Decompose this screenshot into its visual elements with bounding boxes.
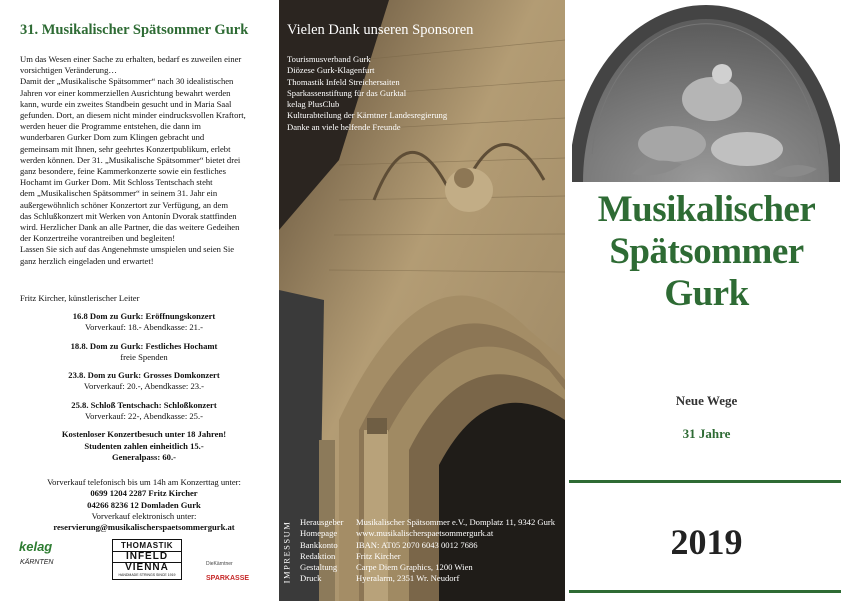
intro-line: Damit der „Musikalische Spätsommer“ nach 30 idealistischen [20, 76, 234, 87]
free-entry-line: Generalpass: 60.- [112, 451, 176, 462]
thomastik-logo [112, 539, 182, 580]
impressum-row [300, 517, 555, 528]
impressum-row [300, 540, 555, 551]
sponsor-item: Sparkassenstiftung für das Gurktal [287, 87, 407, 98]
impressum-key: Bankkonto [300, 539, 338, 550]
contact-info [10, 477, 278, 533]
kelag-logo: kelag [19, 539, 53, 554]
contact-phone-2: 04266 8236 12 Domladen Gurk [87, 499, 201, 510]
thomastik-logo-line: HANDMADE STRINGS SINCE 1919 [118, 573, 176, 577]
impressum-value[interactable]: www.musikalischerspaetsommergurk.at [356, 528, 494, 539]
free-entry-note [10, 429, 278, 463]
intro-line: außergewöhnlich schöner Konzertort zur Verfügung, an dem [20, 199, 229, 210]
contact-phone-label: Vorverkauf telefonisch bis um 14h am Konzerttag unter: [47, 477, 241, 487]
sponsor-item: Danke an viele helfende Freunde [287, 121, 401, 132]
event-title: 16.8 Dom zu Gurk: Eröffnungskonzert [72, 311, 216, 321]
sponsor-item: Diözese Gurk-Klagenfurt [287, 65, 375, 76]
contact-email-label: Vorverkauf elektronisch unter: [91, 510, 197, 521]
intro-line: Um das Wesen einer Sache zu erhalten, bedarf es zuweilen einer [20, 54, 242, 64]
intro-line: werden können. Der 31. „Musikalische Spätsommer“ bietet drei [20, 154, 241, 165]
intro-line: Lassen Sie sich auf das Angenehmste umspielen und seien Sie [20, 244, 235, 255]
impressum-row [300, 562, 555, 573]
event-price: Vorverkauf: 20.-, Abendkasse: 23.- [83, 381, 205, 392]
event-list [10, 311, 278, 463]
divider [569, 480, 841, 483]
intro-line: wunderbaren Gurker Dom zum Klingen gebracht und [20, 132, 205, 143]
intro-line: Hochamt im Gurker Dom. Mit Schloss Tentschach steht [20, 177, 213, 188]
intro-line: das Schlußkonzert mit Werken von Antonín Dvorak stattfinden [20, 210, 237, 221]
impressum [300, 517, 555, 585]
intro-line: kann, wurde ein zweites Standbein gesucht und in Maria Saal [20, 98, 232, 109]
event-title: 25.8. Schloß Tentschach: Schloßkonzert [71, 399, 217, 410]
event-title: 18.8. Dom zu Gurk: Festliches Hochamt [70, 340, 218, 351]
sponsor-item: Kulturabteilung der Kärntner Landesregierung [287, 110, 448, 121]
event-price: Vorverkauf: 22-, Abendkasse: 25.- [85, 411, 203, 422]
impressum-value: Fritz Kircher [356, 550, 401, 561]
impressum-value: Musikalischer Spätsommer e.V., Domplatz 11, 9342 Gurk [356, 517, 556, 527]
intro-line: vorsichtigen Veränderung… [20, 65, 117, 76]
thomastik-logo-line: THOMASTIK [120, 541, 174, 550]
intro-line: werden heuer die Programme entstehen, die dann im [20, 121, 201, 132]
intro-line: gemeinsam mit Ihnen, sehr geehrtes Konzertpublikum, erlebt [20, 143, 231, 154]
intro-line: Jahren vor einer kommerziellen Ausrichtung bewahrt werden [20, 87, 231, 98]
intro-line: gefunden. Dort, an diesem nicht minder eindrucksvollen Kraftort, [20, 110, 246, 121]
impressum-value: Carpe Diem Graphics, 1200 Wien [356, 562, 473, 573]
sponsor-item: kelag PlusClub [287, 99, 340, 110]
kaernten-logo: KÄRNTEN [20, 559, 54, 566]
impressum-key: Redaktion [300, 550, 336, 561]
sponsor-item: Tourismusverband Gurk [287, 54, 371, 64]
cover-title-line: Gurk [664, 273, 749, 314]
impressum-key: Homepage [300, 528, 338, 539]
signature: Fritz Kircher, künstlerischer Leiter [20, 293, 140, 303]
intro-text [20, 54, 270, 267]
contact-phone-1: 0699 1204 2287 Fritz Kircher [90, 488, 198, 499]
cover-title-line: Musikalischer [597, 189, 816, 230]
sponsors-title: Vielen Dank unseren Sponsoren [287, 22, 474, 38]
impressum-key: Druck [300, 573, 322, 584]
cover-title [565, 189, 848, 315]
free-entry-line: Kostenloser Konzertbesuch unter 18 Jahren! [61, 429, 227, 440]
impressum-row [300, 573, 555, 584]
impressum-key: Herausgeber [300, 517, 344, 527]
left-title: 31. Musikalischer Spätsommer Gurk [20, 22, 249, 38]
impressum-label [281, 517, 299, 593]
middle-panel [279, 0, 565, 601]
sparkasse-logo-line: SPARKASSE [206, 575, 250, 582]
sponsor-logos [0, 537, 279, 597]
event-item [10, 341, 278, 364]
intro-line: dem „Musikalischen Spätsommer“ in seinem 31. Jahr ein [20, 188, 218, 199]
event-price: freie Spenden [120, 351, 168, 362]
impressum-row [300, 528, 555, 539]
intro-line: der Konzertreihe vorantreiben und begleiten! [20, 233, 176, 244]
left-panel [0, 0, 279, 601]
event-item [10, 400, 278, 423]
impressum-value: IBAN: AT05 2070 6043 0012 7686 [356, 539, 478, 550]
tympanum-relief-image [572, 4, 840, 184]
thomastik-logo-line: VIENNA [125, 562, 169, 573]
impressum-row [300, 551, 555, 562]
event-title: 23.8. Dom zu Gurk: Grosses Domkonzert [68, 370, 220, 381]
cover-year: 2019 [670, 522, 743, 562]
free-entry-line: Studenten zahlen einheitlich 15.- [84, 440, 204, 451]
sparkasse-logo-line: DieKärntner [206, 561, 233, 567]
intro-line: ganz besondere, feine Kammerkonzerte sowie ein festliches [20, 166, 226, 177]
impressum-label-text: IMPRESSUM [281, 520, 292, 584]
sponsor-item: Thomastik Infeld Streichersaiten [287, 76, 400, 87]
impressum-key: Gestaltung [300, 562, 338, 573]
sponsor-list [287, 54, 447, 133]
cover-panel [565, 0, 848, 601]
divider [569, 590, 841, 593]
event-item [10, 370, 278, 393]
event-price: Vorverkauf: 18.- Abendkasse: 21.- [85, 322, 203, 333]
contact-email[interactable]: reservierung@musikalischerspaetsommergurk.at [53, 522, 235, 533]
sparkasse-logo [206, 561, 249, 585]
event-item [10, 311, 278, 334]
cover-title-line: Spätsommer [609, 231, 804, 272]
intro-line: ganz herzlich eingeladen und erwartet! [20, 255, 154, 266]
cover-years: 31 Jahre [682, 426, 731, 441]
intro-line: wird. Herzlicher Dank an alle Partner, die das weitere Gedeihen [20, 222, 240, 233]
thomastik-logo-line: INFELD [113, 551, 181, 563]
cover-subtitle: Neue Wege [675, 393, 738, 408]
impressum-value: Hyeralarm, 2351 Wr. Neudorf [356, 573, 460, 584]
